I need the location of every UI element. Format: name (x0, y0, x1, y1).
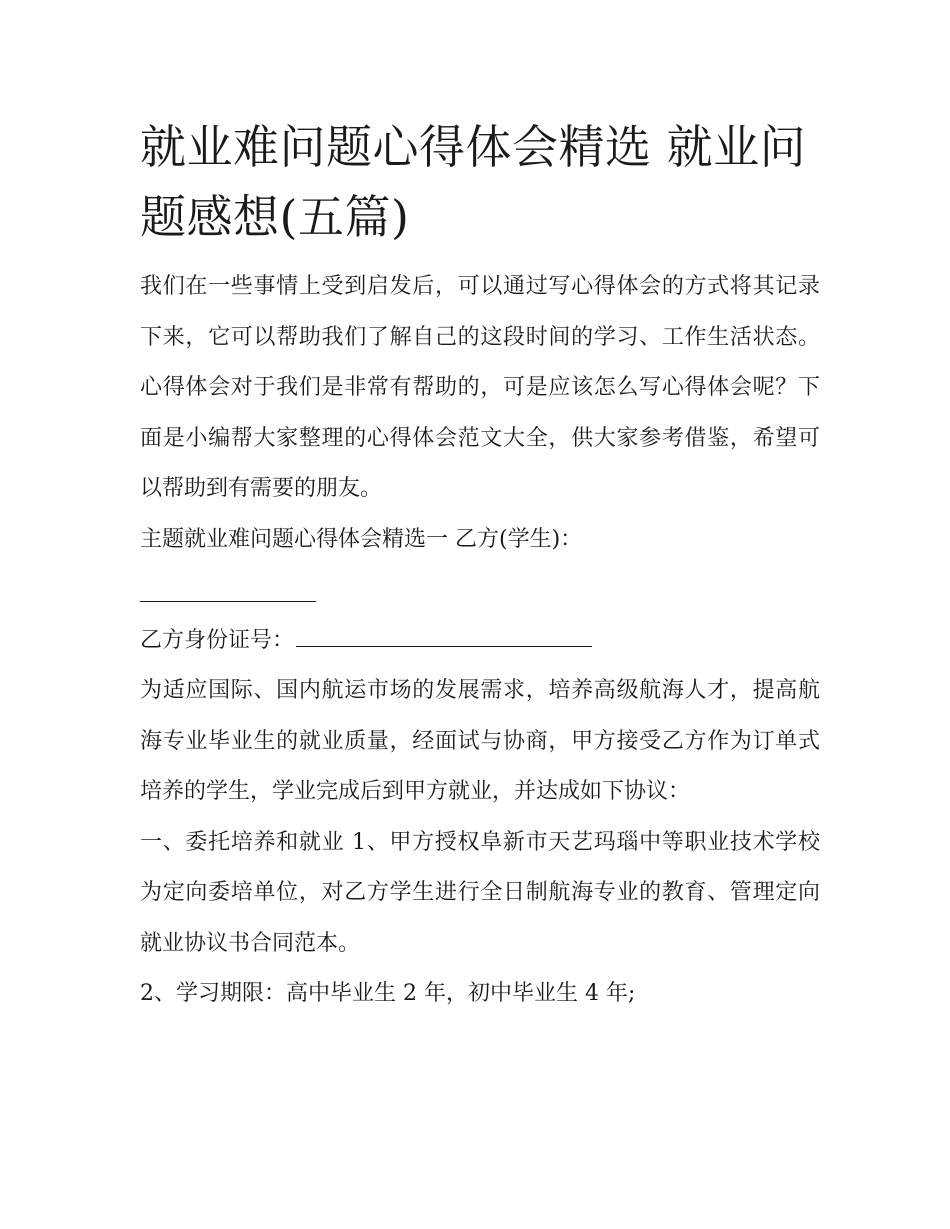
id-number-blank (296, 628, 592, 647)
clause-1-paragraph: 一、委托培养和就业 1、甲方授权阜新市天艺玛瑙中等职业技术学校为定向委培单位，对乙方学生进行全日制航海专业的教育、管理定向就业协议书合同范本。 (140, 829, 820, 956)
id-number-label: 乙方身份证号： (140, 627, 295, 653)
student-name-blank (140, 565, 316, 616)
subject-line: 主题就业难问题心得体会精选一 乙方(学生)： (140, 526, 583, 552)
clause-2-paragraph: 2、学习期限：高中毕业生 2 年，初中毕业生 4 年; (140, 981, 636, 1006)
purpose-paragraph: 为适应国际、国内航运市场的发展需求，培养高级航海人才，提高航海专业毕业生的就业质量，经面试与协商，甲方接受乙方作为订单式培养的学生，学业完成后到甲方就业，并达成如下协议： (140, 678, 820, 804)
id-number-line (140, 616, 820, 667)
intro-paragraph: 我们在一些事情上受到启发后，可以通过写心得体会的方式将其记录下来，它可以帮助我们了解自己的这段时间的学习、工作生活状态。心得体会对于我们是非常有帮助的，可是应该怎么写心得体会呢？下面是小编帮大家整理的心得体会范文大全，供大家参考借鉴，希望可以帮助到有需要的朋友。 (140, 274, 820, 501)
document-body (140, 112, 820, 1020)
document-title: 就业难问题心得体会精选 就业问题感想(五篇) (140, 120, 807, 244)
